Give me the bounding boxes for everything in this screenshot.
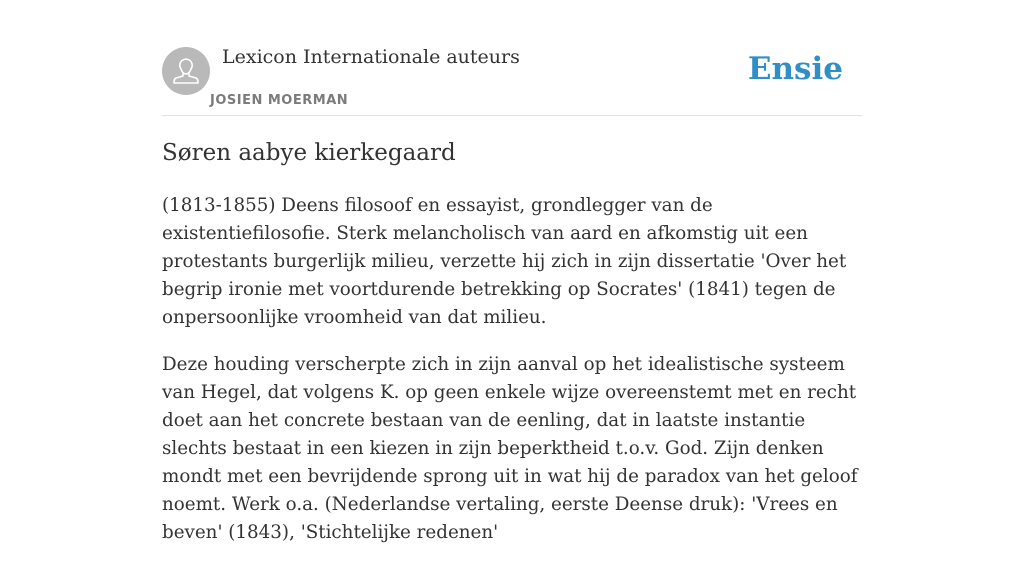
author-avatar[interactable] bbox=[162, 47, 210, 95]
lexicon-title[interactable]: Lexicon Internationale auteurs bbox=[222, 46, 520, 68]
ensie-logo[interactable]: Ensie bbox=[747, 51, 843, 87]
author-name[interactable]: JOSIEN MOERMAN bbox=[210, 93, 349, 108]
article-body bbox=[162, 192, 862, 566]
user-silhouette-icon bbox=[162, 47, 210, 95]
article-header bbox=[162, 46, 862, 116]
article-paragraph: Deze houding verscherpte zich in zijn aanval op het idealistische systeem van Hegel, dat volgens K. op geen enkele wijze overeenstemt met en recht doet aan het concrete bestaan van de eenling, dat in laatste instantie slechts bestaat in een kiezen in zijn beperktheid t.o.v. God. Zijn denken mondt met een bevrijdende sprong uit in wat hij de paradox van het geloof noemt. Werk o.a. (Nederlandse vertaling, eerste Deense druk): 'Vrees en beven' (1843), 'Stichtelijke redenen' bbox=[162, 354, 858, 543]
article-title: Søren aabye kierkegaard bbox=[162, 140, 456, 166]
article-paragraph: (1813-1855) Deens filosoof en essayist, grondlegger van de existentiefilosofie. Sterk melancholisch van aard en afkomstig uit een protestants burgerlijk milieu, verzette hij zich in zijn dissertatie 'Over het begrip ironie met voortdurende betrekking op Socrates' (1841) tegen de onpersoonlijke vroomheid van dat milieu. bbox=[162, 195, 847, 328]
